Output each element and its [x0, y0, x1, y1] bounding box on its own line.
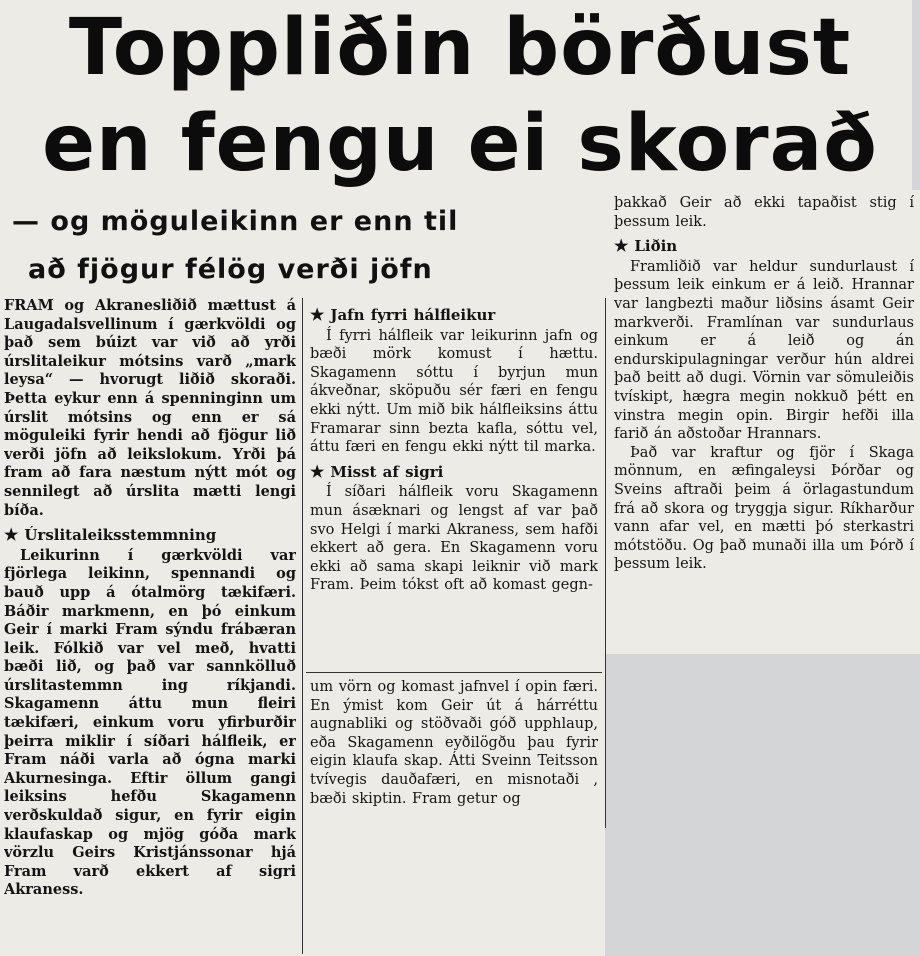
column-2	[310, 302, 598, 670]
column-2-continuation	[310, 678, 598, 830]
star-icon: ★	[310, 461, 325, 481]
headline	[0, 0, 920, 192]
star-icon: ★	[4, 525, 19, 545]
subheadline-line-2: að fjögur félög verði jöfn	[28, 254, 433, 285]
section-title-urslitaleiksstemmning	[4, 526, 296, 545]
section-title-misst-af-sigri	[310, 463, 598, 482]
continuation-paragraph: um vörn og komast jafnvel í opin færi. En ýmist kom Geir út á hárréttu augnabliki og stöðvaði góð upphlaup, eða Skagamenn eyðilögðu þau fyrir eigin klaufa skap. Átti Sveinn Teitsson tvívegis dauðafæri, en misnotaði , bæði skiptin. Fram getur og	[310, 679, 598, 807]
section-paragraph: Framliðið var heldur sundurlaust í þessum leik einkum er á leið. Hrannar var langbezti maður liðsins ásamt Geir markverði. Framlínan var sundurlaus einkum er á leið og án endurskipulagningar verður hún aldrei það beitt að dugi. Vörnin var sömuleiðis tvískipt, hægra megin nokkuð þétt en vinstra megin opin. Birgir hefði illa farið án aðstoðar Hrannars.	[614, 258, 914, 443]
column-rule-2	[605, 298, 606, 828]
headline-line-2: en fengu ei skorað	[42, 99, 878, 189]
column-break-rule	[306, 672, 602, 673]
intro-paragraph: FRAM og Akranesliðið mættust á Laugadalsvellinum í gærkvöldi og það sem búizt var við að yrði úrslitaleikur mótsins varð „mark leysa“ — hvorugt liðið skoraði. Þetta eykur enn á spenninginn um úrslit mótsins og enn er sá möguleiki fyrir hendi að fjögur lið verði jöfn að leikslokum. Yrði þá fram að fara næstum nýtt mót og sennilegt að úrslita mætti lengi bíða.	[4, 297, 296, 519]
section-title-text: Úrslitaleiksstemmning	[24, 526, 217, 545]
section-title-text: Liðin	[634, 237, 678, 256]
section-title-lidin	[614, 237, 914, 256]
section-paragraph: Það var kraftur og fjör í Skaga mönnum, en æfingaleysi Þórðar og Sveins aftraði þeim á örlagastundum frá að skora og tryggja sigur. Ríkharður vann afar vel, en mætti þó sterkastri mótstöðu. Og það munaði illa um Þórð í þessum leik.	[614, 444, 914, 573]
section-title-jafn-fyrri-halfleikur	[310, 306, 598, 325]
star-icon: ★	[310, 305, 325, 324]
star-icon: ★	[614, 236, 629, 256]
section-paragraph: Í fyrri hálfleik var leikurinn jafn og bæði mörk komust í hættu. Skagamenn sóttu í byrjun mun ákveðnar, sköpuðu sér færi en fengu ekki nýtt. Um mið bik hálfleiksins áttu Framarar sinn bezta kafla, sóttu vel, áttu færi en fengu ekki nýtt til marka.	[310, 327, 598, 456]
carryover-paragraph: þakkað Geir að ekki tapaðist stig í þessum leik.	[614, 195, 914, 230]
section-paragraph: Í síðari hálfleik voru Skagamenn mun ásæknari og lengst af var það svo Helgi í marki Akraness, sem hafði ekkert að gera. En Skagamenn voru ekki að sama skapi leiknir við mark Fram. Þeim tókst oft að komast gegn-	[310, 484, 598, 594]
headline-line-1: Toppliðin börðust	[68, 3, 852, 93]
section-title-text: Jafn fyrri hálfleikur	[330, 306, 496, 324]
subheadline-line-1: — og möguleikinn er enn til	[12, 206, 459, 237]
column-3	[614, 194, 914, 652]
column-1	[4, 297, 296, 953]
section-paragraph: Leikurinn í gærkvöldi var fjörlega leikinn, spennandi og bauð upp á ótalmörg tækifæri. Báðir markmenn, en þó einkum Geir í marki Fram sýndu frábæran leik. Fólkið var vel með, hvatti bæði lið, og það var sannkölluð úrslitastemmn ing ríkjandi. Skagamenn áttu mun fleiri tækifæri, einkum voru yfirburðir þeirra miklir í síðari hálfleik, er Fram náði varla að ógna marki Akurnesinga. Eftir öllum gangi leiksins hefðu Skagamenn verðskuldað sigur, en fyrir eigin klaufaskap og mjög góða mark vörzlu Geirs Kristjánssonar hjá Fram varð ekkert af sigri Akraness.	[4, 546, 296, 899]
column-rule-1	[302, 298, 303, 954]
section-title-text: Misst af sigri	[330, 462, 444, 481]
